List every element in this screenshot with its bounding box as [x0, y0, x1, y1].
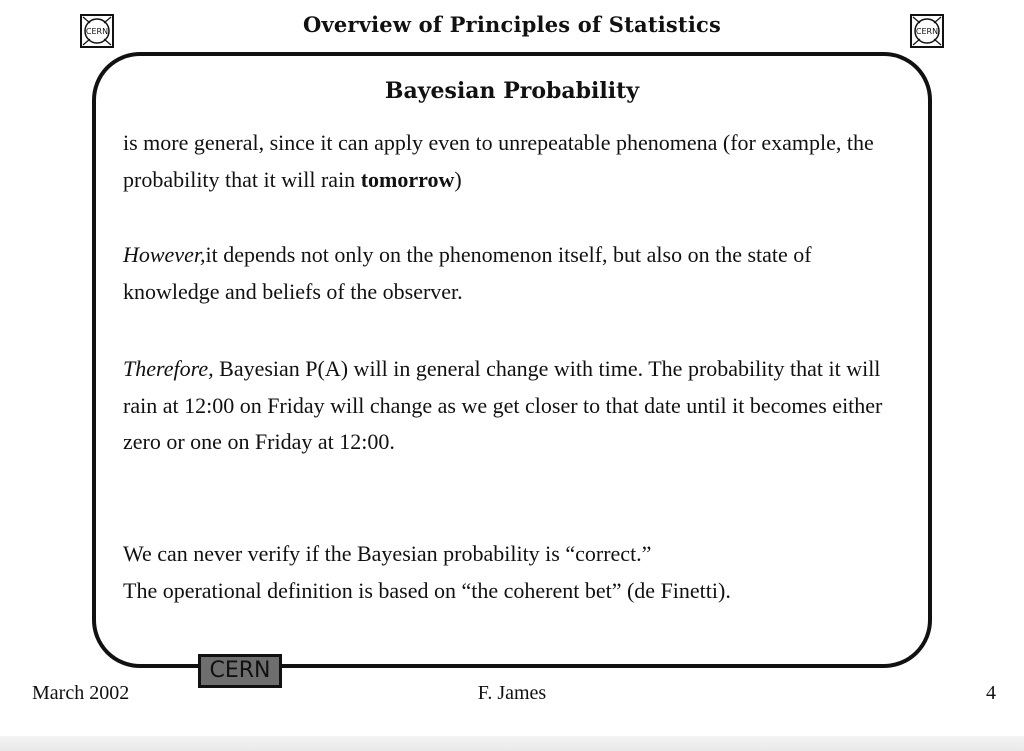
- paragraph-therefore-italic: Therefore,: [123, 356, 214, 381]
- paragraph-therefore: [123, 351, 913, 461]
- scan-bottom-band: [0, 736, 1024, 751]
- cern-badge: CERN: [198, 654, 282, 688]
- paragraph-however-text: it depends not only on the phenomenon itself, but also on the state of knowledge and beliefs of the observer.: [123, 242, 812, 304]
- paragraph-general-text-a: is more general, since it can apply even to unrepeatable phenomena (for example, the probability that it will rain: [123, 130, 874, 192]
- paragraph-verify-line1: We can never verify if the Bayesian probability is “correct.”: [123, 541, 652, 566]
- cern-logo-right-text: CERN: [915, 27, 939, 36]
- paragraph-verify-line2: The operational definition is based on “the coherent bet” (de Finetti).: [123, 577, 731, 603]
- slide-title: Bayesian Probability: [384, 78, 640, 104]
- cern-logo-left-text: CERN: [85, 27, 109, 36]
- paragraph-however-italic: However,: [123, 242, 206, 267]
- paragraph-verify: [123, 536, 913, 609]
- footer-page-number: 4: [986, 682, 996, 704]
- paragraph-general-text-b: ): [454, 166, 462, 192]
- paragraph-however: [123, 237, 913, 310]
- paragraph-therefore-text: Bayesian P(A) will in general change with time. The probability that it will rain at 12:00 on Friday will change as we get closer to that date until it becomes either zero or one on Friday at 12:00.: [123, 356, 883, 454]
- header-title: Overview of Principles of Statistics: [302, 12, 722, 37]
- footer-author: F. James: [477, 682, 547, 704]
- paragraph-general: [123, 125, 913, 198]
- cern-logo-right-icon: [910, 14, 944, 48]
- footer-date: March 2002: [32, 682, 130, 704]
- paragraph-general-bold: tomorrow: [360, 166, 455, 192]
